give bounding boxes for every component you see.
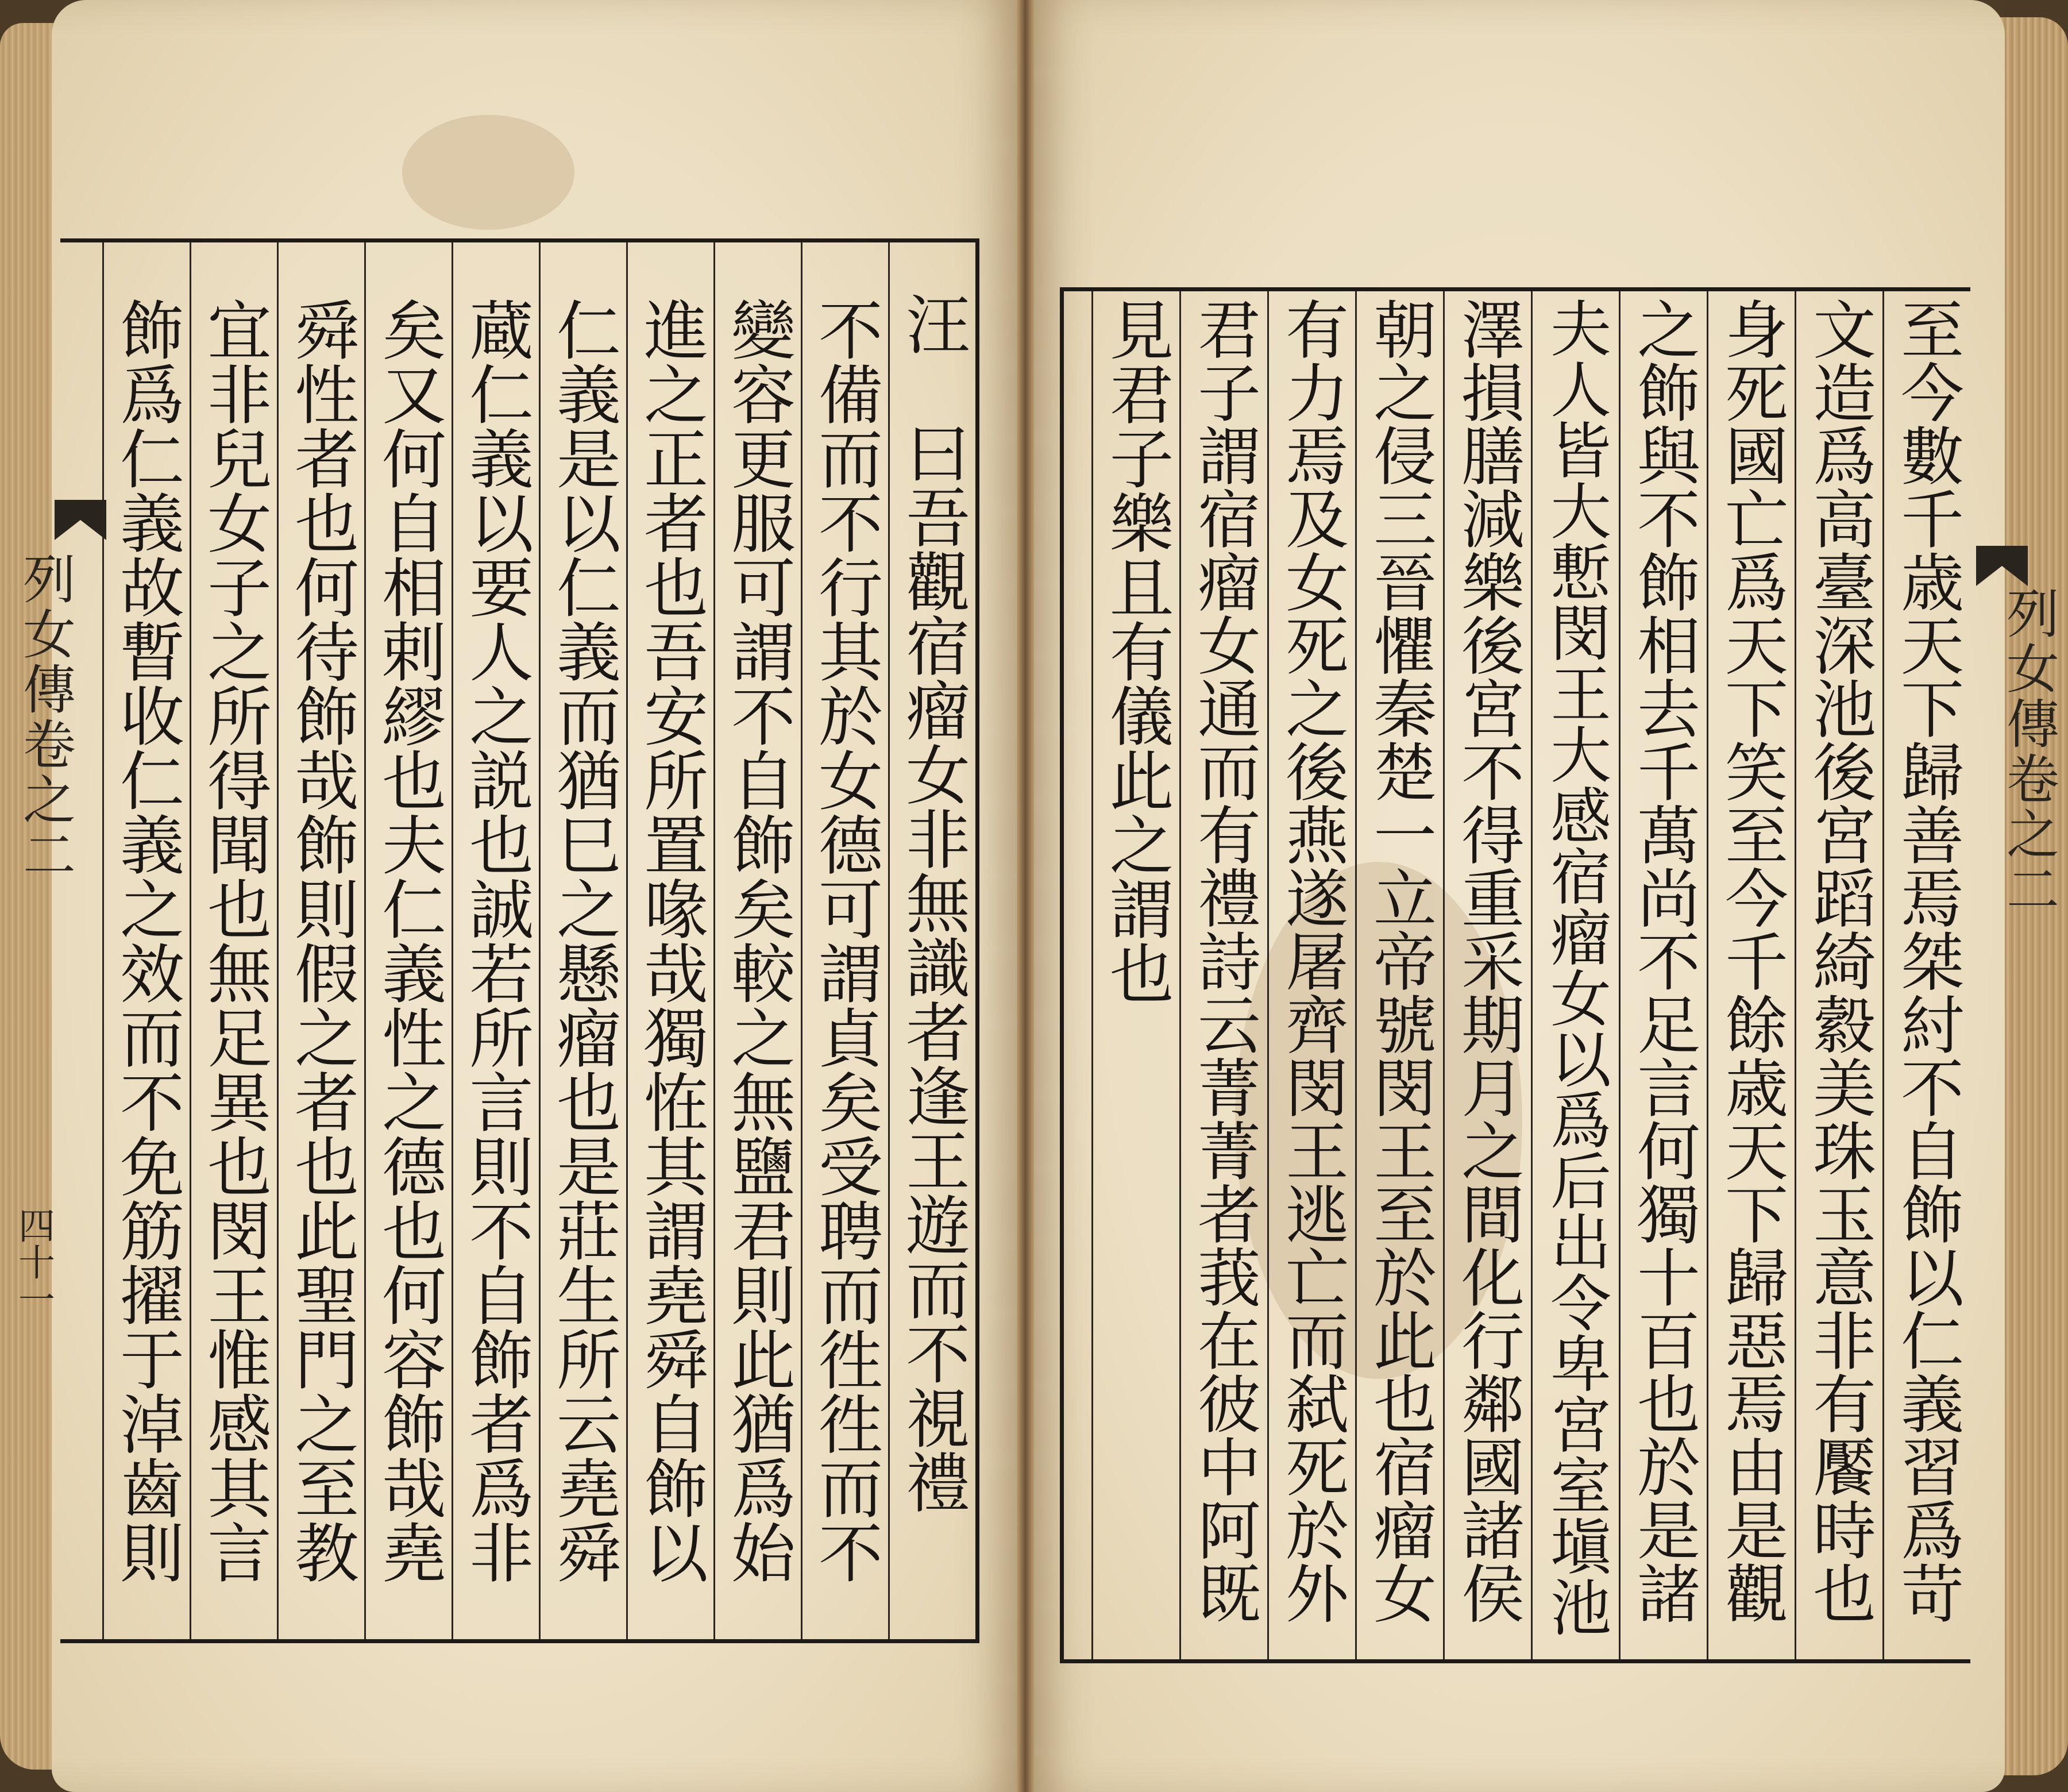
left-page-edges xyxy=(0,23,57,1770)
text-column xyxy=(1179,291,1267,1659)
text-column xyxy=(1443,291,1531,1659)
right-text-frame xyxy=(1060,287,1970,1663)
column-text: 宜非兒女子之所得聞也無足異也閔王惟感其言 xyxy=(196,297,272,1584)
column-text: 文造爲高臺深池後宮蹈綺縠美珠玉意非有饜時也 xyxy=(1803,297,1876,1624)
column-text: 變容更服可謂不自飾矣較之無鹽君則此猶爲始 xyxy=(720,297,796,1584)
column-text: 夫人皆大慙閔王大感宿瘤女以爲后出令卑宮室塡池 xyxy=(1541,297,1611,1637)
left-text-frame xyxy=(60,238,979,1643)
left-banner-title: 列女傳卷之二 xyxy=(14,552,76,882)
right-banner-title: 列女傳卷之二 xyxy=(1998,586,2059,917)
left-banner-page-number: 四十一 xyxy=(12,1207,55,1317)
column-text: 不備而不行其於女德可謂貞矣受聘而徃徃而不 xyxy=(808,297,883,1584)
fishtail-mark-icon xyxy=(1976,546,2028,586)
text-column xyxy=(1091,291,1179,1659)
text-column xyxy=(888,242,975,1639)
text-column xyxy=(1267,291,1355,1659)
text-column xyxy=(452,242,539,1639)
column-text: 澤損膳減樂後宮不得重采期月之間化行鄰國諸侯 xyxy=(1451,297,1525,1624)
book-gutter xyxy=(1017,0,1034,1792)
text-column xyxy=(801,242,888,1639)
column-text: 進之正者也吾安所置喙哉獨恠其謂堯舜自飾以 xyxy=(633,297,708,1584)
column-text: 仁義是以仁義而猶巳之懸瘤也是莊生所云堯舜 xyxy=(546,297,621,1584)
text-column xyxy=(1531,291,1619,1659)
column-text: 見君子樂且有儀此之謂也 xyxy=(1099,297,1174,1005)
text-column xyxy=(1795,291,1882,1659)
text-column xyxy=(1882,291,1970,1659)
text-column xyxy=(102,242,190,1639)
column-text: 矣又何自相剌繆也夫仁義性之德也何容飾哉堯 xyxy=(371,297,446,1584)
column-text: 汪 曰吾觀宿瘤女非無識者逢王遊而不視禮 xyxy=(895,291,970,1514)
text-column xyxy=(626,242,713,1639)
text-column xyxy=(1619,291,1707,1659)
column-text: 之飾與不飾相去千萬尚不足言何獨十百也於是諸 xyxy=(1627,297,1700,1624)
column-text: 身死國亡爲天下笑至今千餘歳天下歸惡焉由是觀 xyxy=(1715,297,1788,1624)
column-text: 飾爲仁義故暫收仁義之效而不免筋擢于淖齒則 xyxy=(109,297,184,1584)
column-text: 君子謂宿瘤女通而有禮詩云菁菁者莪在彼中阿既 xyxy=(1187,297,1261,1624)
column-text: 有力焉及女死之後燕遂屠齊閔王逃亡而弑死於外 xyxy=(1275,297,1349,1624)
column-text: 至今數千歳天下歸善焉桀紂不自飾以仁義習爲苛 xyxy=(1890,297,1964,1624)
column-text: 舜性者也何待飾哉飾則假之者也此聖門之至教 xyxy=(284,297,359,1584)
column-text: 朝之侵三晉懼秦楚一立帝號閔王至於此也宿瘤女 xyxy=(1363,297,1437,1624)
paper-stain xyxy=(402,115,574,230)
text-column xyxy=(1707,291,1795,1659)
text-column xyxy=(277,242,364,1639)
text-column xyxy=(713,242,801,1639)
text-column xyxy=(364,242,452,1639)
text-column xyxy=(1355,291,1443,1659)
text-column xyxy=(190,242,277,1639)
text-column xyxy=(539,242,626,1639)
column-text: 蔵仁義以要人之説也誠若所言則不自飾者爲非 xyxy=(458,297,534,1584)
